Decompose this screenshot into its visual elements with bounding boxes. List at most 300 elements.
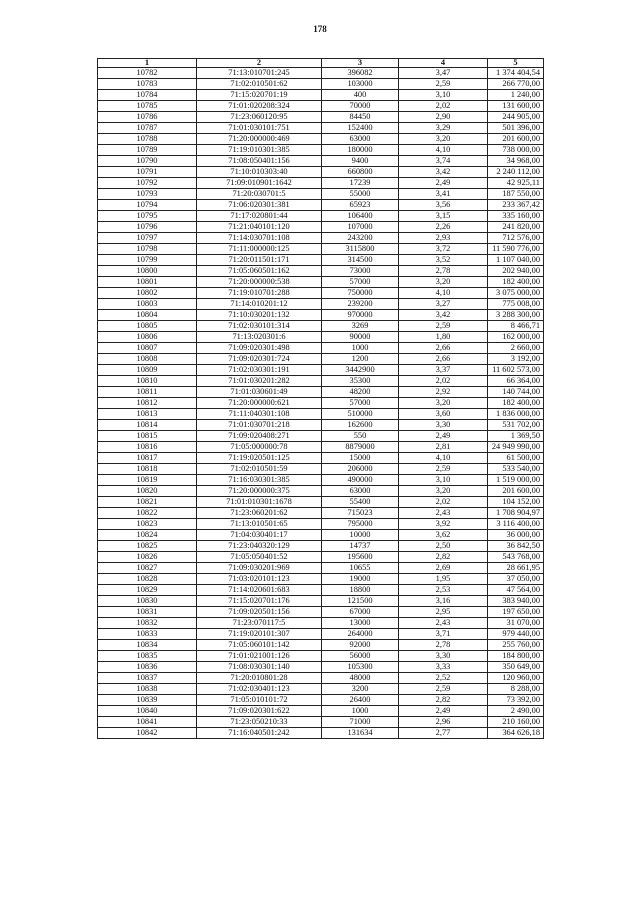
table-row xyxy=(98,563,544,574)
area-cell: 162600 xyxy=(322,420,399,431)
table-row xyxy=(98,717,544,728)
rate-cell: 2,59 xyxy=(399,684,488,695)
cadastral-number-cell: 71:20:000000:538 xyxy=(197,277,322,288)
cadastral-number-cell: 71:20:011501:171 xyxy=(197,255,322,266)
cadastral-number-cell: 71:09:020408:271 xyxy=(197,431,322,442)
cadastral-number-cell: 71:19:010701:288 xyxy=(197,288,322,299)
table-row xyxy=(98,706,544,717)
rate-cell: 3,20 xyxy=(399,486,488,497)
rate-cell: 3,56 xyxy=(399,200,488,211)
row-number-cell: 10825 xyxy=(98,541,197,552)
table-row xyxy=(98,497,544,508)
cadastral-number-cell: 71:23:060120:95 xyxy=(197,112,322,123)
table-row xyxy=(98,651,544,662)
area-cell: 73000 xyxy=(322,266,399,277)
cadastral-number-cell: 71:20:000000:469 xyxy=(197,134,322,145)
table-row xyxy=(98,321,544,332)
row-number-cell: 10798 xyxy=(98,244,197,255)
rate-cell: 2,78 xyxy=(399,640,488,651)
row-number-cell: 10787 xyxy=(98,123,197,134)
rate-cell: 2,78 xyxy=(399,266,488,277)
rate-cell: 3,72 xyxy=(399,244,488,255)
table-row xyxy=(98,629,544,640)
table-row xyxy=(98,277,544,288)
area-cell: 180000 xyxy=(322,145,399,156)
cadastral-number-cell: 71:04:030401:17 xyxy=(197,530,322,541)
cadastral-number-cell: 71:01:021001:126 xyxy=(197,651,322,662)
area-cell: 67000 xyxy=(322,607,399,618)
table-row xyxy=(98,585,544,596)
area-cell: 10655 xyxy=(322,563,399,574)
area-cell: 400 xyxy=(322,90,399,101)
cadastral-number-cell: 71:09:020501:156 xyxy=(197,607,322,618)
cadastral-number-cell: 71:17:020801:44 xyxy=(197,211,322,222)
row-number-cell: 10790 xyxy=(98,156,197,167)
area-cell: 55400 xyxy=(322,497,399,508)
row-number-cell: 10783 xyxy=(98,79,197,90)
cadastral-number-cell: 71:09:030201:969 xyxy=(197,563,322,574)
table-row xyxy=(98,167,544,178)
value-cell: 36 000,00 xyxy=(488,530,544,541)
cadastral-number-cell: 71:02:030101:314 xyxy=(197,321,322,332)
area-cell: 1000 xyxy=(322,343,399,354)
value-cell: 3 192,00 xyxy=(488,354,544,365)
rate-cell: 3,20 xyxy=(399,277,488,288)
rate-cell: 3,30 xyxy=(399,651,488,662)
rate-cell: 3,60 xyxy=(399,409,488,420)
row-number-cell: 10804 xyxy=(98,310,197,321)
table-row xyxy=(98,453,544,464)
cadastral-number-cell: 71:13:020301:6 xyxy=(197,332,322,343)
row-number-cell: 10834 xyxy=(98,640,197,651)
table-row xyxy=(98,145,544,156)
area-cell: 550 xyxy=(322,431,399,442)
value-cell: 979 440,00 xyxy=(488,629,544,640)
table-row xyxy=(98,156,544,167)
value-cell: 531 702,00 xyxy=(488,420,544,431)
cadastral-number-cell: 71:15:020701:176 xyxy=(197,596,322,607)
row-number-cell: 10827 xyxy=(98,563,197,574)
row-number-cell: 10795 xyxy=(98,211,197,222)
table-row xyxy=(98,673,544,684)
rate-cell: 2,43 xyxy=(399,508,488,519)
table-row xyxy=(98,530,544,541)
cadastral-number-cell: 71:01:020208:324 xyxy=(197,101,322,112)
rate-cell: 2,77 xyxy=(399,728,488,739)
rate-cell: 2,82 xyxy=(399,552,488,563)
table-row xyxy=(98,376,544,387)
row-number-cell: 10784 xyxy=(98,90,197,101)
rate-cell: 4,10 xyxy=(399,453,488,464)
table-row xyxy=(98,310,544,321)
rate-cell: 3,74 xyxy=(399,156,488,167)
row-number-cell: 10808 xyxy=(98,354,197,365)
rate-cell: 3,33 xyxy=(399,662,488,673)
cadastral-number-cell: 71:09:020301:498 xyxy=(197,343,322,354)
table-row xyxy=(98,343,544,354)
area-cell: 92000 xyxy=(322,640,399,651)
row-number-cell: 10815 xyxy=(98,431,197,442)
cadastral-number-cell: 71:01:030201:282 xyxy=(197,376,322,387)
row-number-cell: 10809 xyxy=(98,365,197,376)
column-header-3: 3 xyxy=(322,59,399,68)
table-row xyxy=(98,211,544,222)
rate-cell: 3,15 xyxy=(399,211,488,222)
rate-cell: 3,37 xyxy=(399,365,488,376)
rate-cell: 3,30 xyxy=(399,420,488,431)
table-row xyxy=(98,123,544,134)
area-cell: 103000 xyxy=(322,79,399,90)
area-cell: 1200 xyxy=(322,354,399,365)
table-row xyxy=(98,266,544,277)
value-cell: 187 550,00 xyxy=(488,189,544,200)
rate-cell: 2,50 xyxy=(399,541,488,552)
area-cell: 314500 xyxy=(322,255,399,266)
table-row xyxy=(98,299,544,310)
column-header-1: 1 xyxy=(98,59,197,68)
value-cell: 11 602 573,00 xyxy=(488,365,544,376)
area-cell: 65923 xyxy=(322,200,399,211)
value-cell: 2 660,00 xyxy=(488,343,544,354)
area-cell: 660800 xyxy=(322,167,399,178)
table-row xyxy=(98,90,544,101)
table-row xyxy=(98,640,544,651)
area-cell: 264000 xyxy=(322,629,399,640)
row-number-cell: 10819 xyxy=(98,475,197,486)
area-cell: 57000 xyxy=(322,277,399,288)
table-row xyxy=(98,464,544,475)
rate-cell: 3,52 xyxy=(399,255,488,266)
row-number-cell: 10811 xyxy=(98,387,197,398)
table-row xyxy=(98,288,544,299)
area-cell: 56000 xyxy=(322,651,399,662)
value-cell: 47 564,00 xyxy=(488,585,544,596)
row-number-cell: 10823 xyxy=(98,519,197,530)
value-cell: 501 396,00 xyxy=(488,123,544,134)
cadastral-number-cell: 71:21:040101:120 xyxy=(197,222,322,233)
row-number-cell: 10791 xyxy=(98,167,197,178)
value-cell: 28 661,95 xyxy=(488,563,544,574)
cadastral-number-cell: 71:01:030601:49 xyxy=(197,387,322,398)
area-cell: 26400 xyxy=(322,695,399,706)
value-cell: 197 650,00 xyxy=(488,607,544,618)
area-cell: 55000 xyxy=(322,189,399,200)
cadastral-number-cell: 71:13:010701:245 xyxy=(197,68,322,79)
area-cell: 1000 xyxy=(322,706,399,717)
value-cell: 182 400,00 xyxy=(488,277,544,288)
column-header-2: 2 xyxy=(197,59,322,68)
rate-cell: 2,66 xyxy=(399,343,488,354)
rate-cell: 2,59 xyxy=(399,464,488,475)
table-row xyxy=(98,607,544,618)
row-number-cell: 10785 xyxy=(98,101,197,112)
table-row xyxy=(98,222,544,233)
rate-cell: 2,52 xyxy=(399,673,488,684)
area-cell: 131634 xyxy=(322,728,399,739)
table-row xyxy=(98,574,544,585)
rate-cell: 2,49 xyxy=(399,431,488,442)
value-cell: 120 960,00 xyxy=(488,673,544,684)
rate-cell: 2,90 xyxy=(399,112,488,123)
cadastral-number-cell: 71:03:020101:123 xyxy=(197,574,322,585)
table-row xyxy=(98,354,544,365)
table-row xyxy=(98,541,544,552)
rate-cell: 3,92 xyxy=(399,519,488,530)
value-cell: 1 708 904,97 xyxy=(488,508,544,519)
row-number-cell: 10832 xyxy=(98,618,197,629)
row-number-cell: 10836 xyxy=(98,662,197,673)
value-cell: 201 600,00 xyxy=(488,486,544,497)
area-cell: 10000 xyxy=(322,530,399,541)
value-cell: 140 744,00 xyxy=(488,387,544,398)
row-number-cell: 10814 xyxy=(98,420,197,431)
cadastral-number-cell: 71:05:010101:72 xyxy=(197,695,322,706)
rate-cell: 3,20 xyxy=(399,398,488,409)
rate-cell: 2,02 xyxy=(399,376,488,387)
data-table xyxy=(97,58,544,739)
rate-cell: 3,42 xyxy=(399,310,488,321)
row-number-cell: 10786 xyxy=(98,112,197,123)
rate-cell: 2,49 xyxy=(399,706,488,717)
cadastral-number-cell: 71:14:020601:683 xyxy=(197,585,322,596)
row-number-cell: 10816 xyxy=(98,442,197,453)
row-number-cell: 10796 xyxy=(98,222,197,233)
cadastral-number-cell: 71:14:030701:108 xyxy=(197,233,322,244)
table-row xyxy=(98,596,544,607)
row-number-cell: 10830 xyxy=(98,596,197,607)
rate-cell: 3,10 xyxy=(399,90,488,101)
value-cell: 31 070,00 xyxy=(488,618,544,629)
value-cell: 383 940,00 xyxy=(488,596,544,607)
row-number-cell: 10840 xyxy=(98,706,197,717)
area-cell: 105300 xyxy=(322,662,399,673)
table-row xyxy=(98,695,544,706)
table-row xyxy=(98,134,544,145)
cadastral-number-cell: 71:09:020301:622 xyxy=(197,706,322,717)
cadastral-number-cell: 71:20:030701:5 xyxy=(197,189,322,200)
cadastral-number-cell: 71:02:030301:191 xyxy=(197,365,322,376)
table-row xyxy=(98,244,544,255)
rate-cell: 4,10 xyxy=(399,288,488,299)
rate-cell: 2,95 xyxy=(399,607,488,618)
table-row xyxy=(98,332,544,343)
rate-cell: 2,93 xyxy=(399,233,488,244)
rate-cell: 2,26 xyxy=(399,222,488,233)
cadastral-number-cell: 71:13:010501:65 xyxy=(197,519,322,530)
row-number-cell: 10812 xyxy=(98,398,197,409)
area-cell: 3200 xyxy=(322,684,399,695)
area-cell: 57000 xyxy=(322,398,399,409)
row-number-cell: 10800 xyxy=(98,266,197,277)
value-cell: 244 905,00 xyxy=(488,112,544,123)
row-number-cell: 10794 xyxy=(98,200,197,211)
rate-cell: 2,53 xyxy=(399,585,488,596)
value-cell: 24 949 990,00 xyxy=(488,442,544,453)
value-cell: 1 519 000,00 xyxy=(488,475,544,486)
table-row xyxy=(98,233,544,244)
area-cell: 9400 xyxy=(322,156,399,167)
value-cell: 42 925,11 xyxy=(488,178,544,189)
row-number-cell: 10805 xyxy=(98,321,197,332)
area-cell: 63000 xyxy=(322,486,399,497)
cadastral-number-cell: 71:16:040501:242 xyxy=(197,728,322,739)
row-number-cell: 10802 xyxy=(98,288,197,299)
table-row xyxy=(98,519,544,530)
area-cell: 396082 xyxy=(322,68,399,79)
table-row xyxy=(98,101,544,112)
rate-cell: 3,47 xyxy=(399,68,488,79)
area-cell: 13000 xyxy=(322,618,399,629)
area-cell: 18800 xyxy=(322,585,399,596)
cadastral-number-cell: 71:05:060101:142 xyxy=(197,640,322,651)
rate-cell: 2,43 xyxy=(399,618,488,629)
rate-cell: 2,49 xyxy=(399,178,488,189)
cadastral-number-cell: 71:23:070117:5 xyxy=(197,618,322,629)
rate-cell: 2,59 xyxy=(399,79,488,90)
row-number-cell: 10820 xyxy=(98,486,197,497)
row-number-cell: 10788 xyxy=(98,134,197,145)
cadastral-number-cell: 71:23:050210:33 xyxy=(197,717,322,728)
table-row xyxy=(98,431,544,442)
row-number-cell: 10824 xyxy=(98,530,197,541)
table-row xyxy=(98,178,544,189)
cadastral-number-cell: 71:01:010301:1678 xyxy=(197,497,322,508)
area-cell: 17239 xyxy=(322,178,399,189)
row-number-cell: 10831 xyxy=(98,607,197,618)
value-cell: 533 540,00 xyxy=(488,464,544,475)
rate-cell: 1,80 xyxy=(399,332,488,343)
row-number-cell: 10813 xyxy=(98,409,197,420)
cadastral-number-cell: 71:05:000000:78 xyxy=(197,442,322,453)
cadastral-number-cell: 71:02:010501:62 xyxy=(197,79,322,90)
value-cell: 131 600,00 xyxy=(488,101,544,112)
cadastral-number-cell: 71:11:040301:108 xyxy=(197,409,322,420)
value-cell: 233 367,42 xyxy=(488,200,544,211)
area-cell: 8879000 xyxy=(322,442,399,453)
area-cell: 3442900 xyxy=(322,365,399,376)
area-cell: 3269 xyxy=(322,321,399,332)
value-cell: 3 116 400,00 xyxy=(488,519,544,530)
cadastral-number-cell: 71:19:010301:385 xyxy=(197,145,322,156)
value-cell: 210 160,00 xyxy=(488,717,544,728)
column-header-4: 4 xyxy=(399,59,488,68)
value-cell: 37 050,00 xyxy=(488,574,544,585)
rate-cell: 2,02 xyxy=(399,101,488,112)
value-cell: 162 000,00 xyxy=(488,332,544,343)
value-cell: 335 160,00 xyxy=(488,211,544,222)
area-cell: 490000 xyxy=(322,475,399,486)
table-row xyxy=(98,68,544,79)
cadastral-number-cell: 71:19:020501:125 xyxy=(197,453,322,464)
table-body xyxy=(98,68,544,739)
row-number-cell: 10835 xyxy=(98,651,197,662)
row-number-cell: 10782 xyxy=(98,68,197,79)
value-cell: 3 288 300,00 xyxy=(488,310,544,321)
row-number-cell: 10826 xyxy=(98,552,197,563)
rate-cell: 2,92 xyxy=(399,387,488,398)
row-number-cell: 10810 xyxy=(98,376,197,387)
area-cell: 71000 xyxy=(322,717,399,728)
row-number-cell: 10822 xyxy=(98,508,197,519)
value-cell: 241 820,00 xyxy=(488,222,544,233)
value-cell: 2 240 112,00 xyxy=(488,167,544,178)
rate-cell: 2,69 xyxy=(399,563,488,574)
cadastral-number-cell: 71:05:050401:52 xyxy=(197,552,322,563)
row-number-cell: 10833 xyxy=(98,629,197,640)
value-cell: 775 008,00 xyxy=(488,299,544,310)
area-cell: 84450 xyxy=(322,112,399,123)
cadastral-number-cell: 71:14:010201:12 xyxy=(197,299,322,310)
table-row xyxy=(98,365,544,376)
row-number-cell: 10829 xyxy=(98,585,197,596)
cadastral-number-cell: 71:08:050401:156 xyxy=(197,156,322,167)
table-row xyxy=(98,420,544,431)
row-number-cell: 10842 xyxy=(98,728,197,739)
row-number-cell: 10793 xyxy=(98,189,197,200)
rate-cell: 3,71 xyxy=(399,629,488,640)
row-number-cell: 10841 xyxy=(98,717,197,728)
cadastral-number-cell: 71:09:010901:1642 xyxy=(197,178,322,189)
cadastral-number-cell: 71:23:040320:129 xyxy=(197,541,322,552)
area-cell: 510000 xyxy=(322,409,399,420)
area-cell: 750000 xyxy=(322,288,399,299)
cadastral-number-cell: 71:19:020101:307 xyxy=(197,629,322,640)
cadastral-number-cell: 71:06:020301:381 xyxy=(197,200,322,211)
value-cell: 202 940,00 xyxy=(488,266,544,277)
rate-cell: 2,82 xyxy=(399,695,488,706)
value-cell: 36 842,50 xyxy=(488,541,544,552)
value-cell: 1 240,00 xyxy=(488,90,544,101)
row-number-cell: 10801 xyxy=(98,277,197,288)
rate-cell: 2,02 xyxy=(399,497,488,508)
area-cell: 107000 xyxy=(322,222,399,233)
value-cell: 543 768,00 xyxy=(488,552,544,563)
table-row xyxy=(98,79,544,90)
value-cell: 364 626,18 xyxy=(488,728,544,739)
table-row xyxy=(98,442,544,453)
cadastral-number-cell: 71:15:020701:19 xyxy=(197,90,322,101)
area-cell: 206000 xyxy=(322,464,399,475)
value-cell: 66 364,00 xyxy=(488,376,544,387)
row-number-cell: 10837 xyxy=(98,673,197,684)
cadastral-number-cell: 71:20:010801:28 xyxy=(197,673,322,684)
area-cell: 715023 xyxy=(322,508,399,519)
cadastral-number-cell: 71:02:010501:59 xyxy=(197,464,322,475)
row-number-cell: 10797 xyxy=(98,233,197,244)
value-cell: 11 590 776,00 xyxy=(488,244,544,255)
area-cell: 106400 xyxy=(322,211,399,222)
cadastral-number-cell: 71:11:000000:125 xyxy=(197,244,322,255)
value-cell: 1 374 404,54 xyxy=(488,68,544,79)
cadastral-number-cell: 71:20:000000:621 xyxy=(197,398,322,409)
rate-cell: 3,42 xyxy=(399,167,488,178)
table-row xyxy=(98,112,544,123)
table-row xyxy=(98,255,544,266)
row-number-cell: 10807 xyxy=(98,343,197,354)
table-row xyxy=(98,684,544,695)
rate-cell: 3,27 xyxy=(399,299,488,310)
table-row xyxy=(98,508,544,519)
column-header-5: 5 xyxy=(488,59,544,68)
table-row xyxy=(98,200,544,211)
value-cell: 1 369,50 xyxy=(488,431,544,442)
value-cell: 8 288,00 xyxy=(488,684,544,695)
row-number-cell: 10821 xyxy=(98,497,197,508)
row-number-cell: 10839 xyxy=(98,695,197,706)
value-cell: 266 770,00 xyxy=(488,79,544,90)
area-cell: 63000 xyxy=(322,134,399,145)
cadastral-number-cell: 71:02:030401:123 xyxy=(197,684,322,695)
